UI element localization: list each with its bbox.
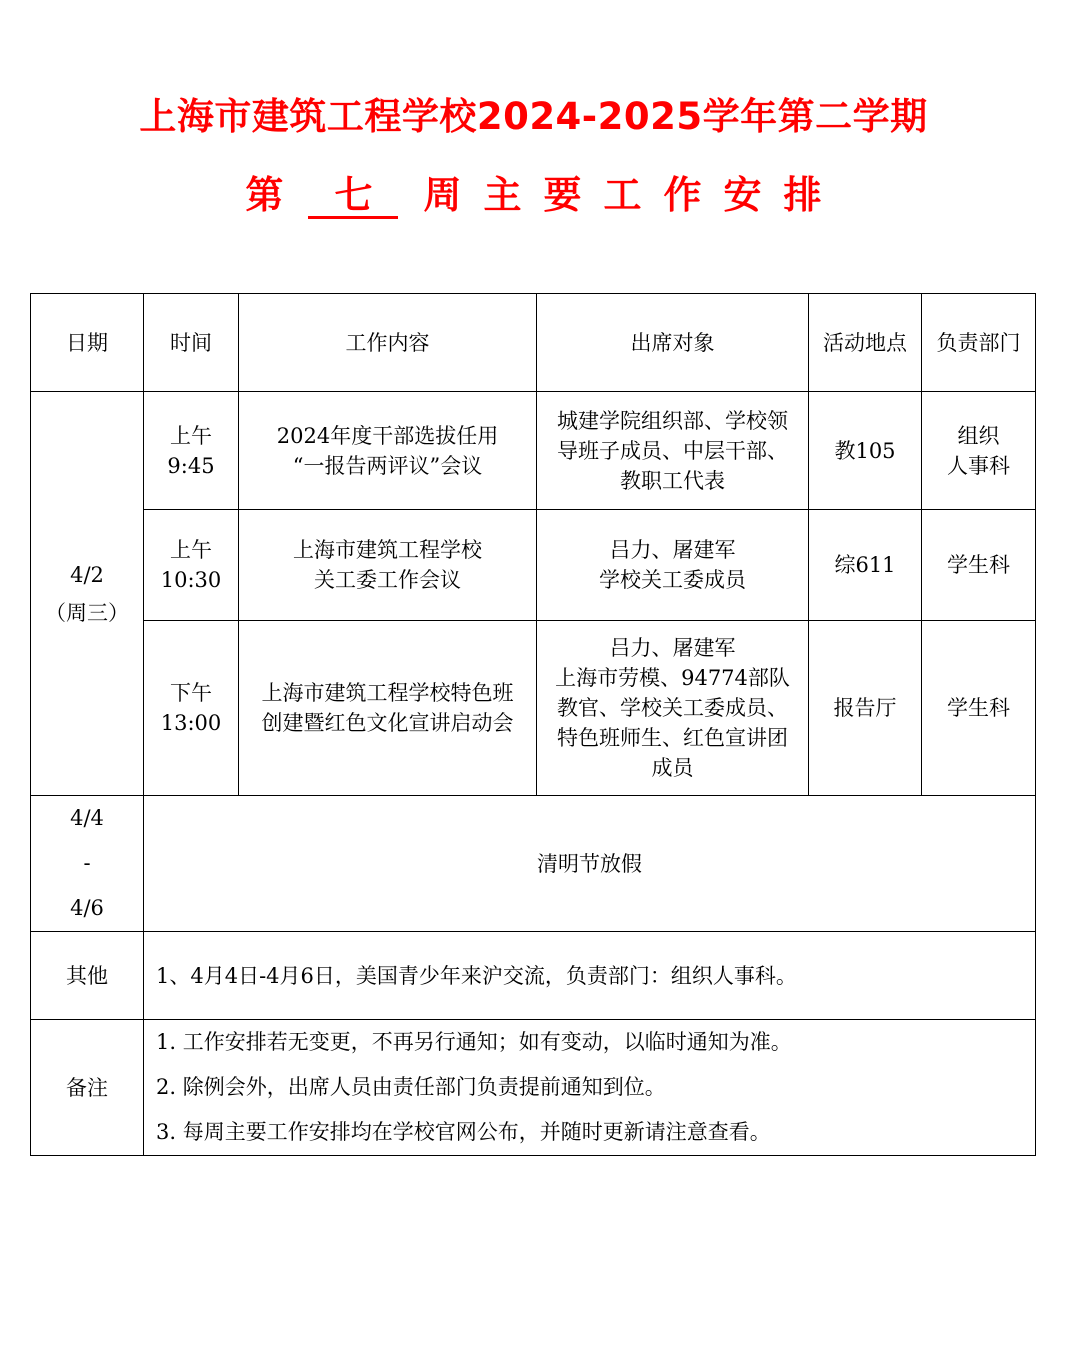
attendees-line: 教职工代表 [620, 468, 725, 493]
holiday-date-cell [31, 796, 144, 932]
content-line: “一报告两评议”会议 [292, 453, 483, 478]
time-value: 13:00 [160, 711, 222, 735]
attendees-line: 上海市劳模、94774部队 [555, 666, 790, 690]
attendees-line: 吕力、屠建军 [609, 538, 736, 562]
attendees-cell [537, 621, 809, 796]
subtitle-char: 作 [663, 173, 702, 217]
subtitle-char: 要 [543, 173, 582, 217]
attendees-line: 导班子成员、中层干部、 [557, 438, 788, 463]
attendees-line: 成员 [651, 756, 694, 780]
table-row [31, 621, 1036, 796]
column-header-dept: 负责部门 [922, 294, 1036, 392]
holiday-row [31, 796, 1036, 932]
attendees-line: 城建学院组织部、学校领 [557, 408, 788, 433]
week-prefix: 第 [245, 173, 284, 217]
time-cell [144, 510, 239, 621]
other-row [31, 932, 1036, 1020]
date-cell [31, 392, 144, 796]
dept-cell [922, 392, 1036, 510]
location-cell: 教105 [809, 392, 922, 510]
other-text: 1、4月4日-4月6日，美国青少年来沪交流，负责部门：组织人事科。 [144, 932, 1036, 1020]
holiday-date-start: 4/4 [70, 806, 104, 830]
content-cell [239, 392, 537, 510]
subtitle-char: 工 [603, 173, 642, 217]
column-header-content: 工作内容 [239, 294, 537, 392]
content-line: 上海市建筑工程学校特色班 [261, 681, 514, 705]
date-value: 4/2 [70, 562, 104, 587]
notes-label: 备注 [31, 1020, 144, 1156]
week-number: 七 [308, 176, 398, 219]
other-label: 其他 [31, 932, 144, 1020]
note-item: 2. 除例会外，出席人员由责任部门负责提前通知到位。 [156, 1075, 666, 1099]
time-period: 上午 [170, 423, 212, 448]
attendees-line: 教官、学校关工委成员、 [557, 696, 788, 720]
page-subtitle [0, 164, 1067, 219]
note-item: 3. 每周主要工作安排均在学校官网公布，并随时更新请注意查看。 [156, 1120, 771, 1144]
time-value: 10:30 [160, 568, 222, 592]
table-row [31, 392, 1036, 510]
content-cell [239, 510, 537, 621]
time-cell [144, 392, 239, 510]
time-period: 下午 [170, 681, 212, 705]
attendees-line: 学校关工委成员 [599, 568, 746, 592]
content-line: 创建暨红色文化宣讲启动会 [261, 711, 514, 735]
time-period: 上午 [170, 538, 212, 562]
subtitle-char: 安 [723, 173, 762, 217]
content-line: 上海市建筑工程学校 [293, 538, 482, 562]
holiday-text: 清明节放假 [144, 796, 1036, 932]
subtitle-char: 周 [423, 173, 462, 217]
attendees-line: 特色班师生、红色宣讲团 [557, 726, 788, 750]
attendees-cell [537, 510, 809, 621]
dept-line: 组织 [957, 423, 1000, 448]
dept-line: 人事科 [947, 453, 1010, 478]
subtitle-char: 主 [483, 173, 522, 217]
table-header-row [31, 294, 1036, 392]
location-cell: 报告厅 [809, 621, 922, 796]
dept-cell: 学生科 [922, 621, 1036, 796]
note-item: 1. 工作安排若无变更，不再另行通知；如有变动，以临时通知为准。 [156, 1030, 792, 1054]
page-title: 上海市建筑工程学校2024-2025学年第二学期 [139, 95, 928, 138]
notes-row [31, 1020, 1036, 1156]
attendees-cell [537, 392, 809, 510]
holiday-date-separator: - [83, 851, 91, 875]
table-row [31, 510, 1036, 621]
column-header-attendees: 出席对象 [537, 294, 809, 392]
time-value: 9:45 [167, 453, 215, 478]
weekday-value: （周三） [45, 600, 129, 625]
holiday-date-end: 4/6 [70, 896, 104, 920]
schedule-table [30, 293, 1036, 1156]
notes-cell [144, 1020, 1036, 1156]
dept-cell: 学生科 [922, 510, 1036, 621]
column-header-time: 时间 [144, 294, 239, 392]
column-header-date: 日期 [31, 294, 144, 392]
attendees-line: 吕力、屠建军 [609, 636, 736, 660]
content-line: 关工委工作会议 [314, 568, 461, 592]
content-cell [239, 621, 537, 796]
time-cell [144, 621, 239, 796]
location-cell: 综611 [809, 510, 922, 621]
content-line: 2024年度干部选拔任用 [276, 423, 499, 448]
column-header-location: 活动地点 [809, 294, 922, 392]
subtitle-char: 排 [783, 173, 822, 217]
